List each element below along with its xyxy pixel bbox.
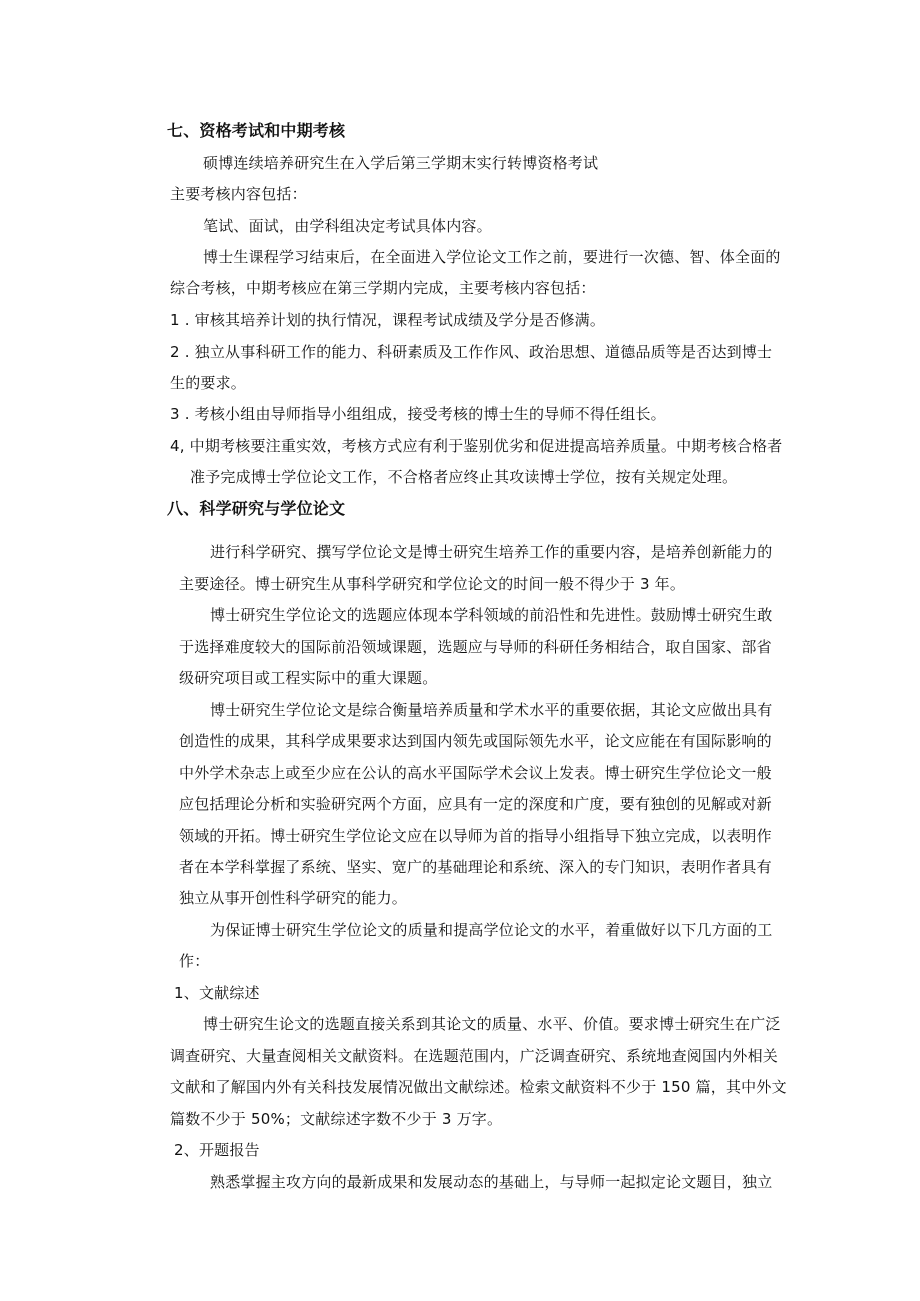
section-7-paragraph: 综合考核，中期考核应在第三学期内完成，主要考核内容包括： — [170, 279, 596, 297]
section-8-paragraph: 作： — [179, 952, 210, 970]
section-8-paragraph: 博士研究生论文的选题直接关系到其论文的质量、水平、价值。要求博士研究生在广泛 — [203, 1015, 781, 1033]
subsection-heading: 1、文献综述 — [174, 984, 260, 1002]
section-7-paragraph: 博士生课程学习结束后，在全面进入学位论文工作之前，要进行一次德、智、体全面的 — [203, 248, 781, 266]
list-item: 生的要求。 — [170, 374, 247, 392]
section-8-paragraph: 独立从事开创性科学研究的能力。 — [179, 889, 408, 907]
section-8-paragraph: 文献和了解国内外有关科技发展情况做出文献综述。检索文献资料不少于 150 篇，其中外文 — [170, 1078, 787, 1096]
section-8-heading: 八、科学研究与学位论文 — [167, 499, 346, 518]
section-8-paragraph: 创造性的成果，其科学成果要求达到国内领先或国际领先水平，论文应能在有国际影响的 — [179, 732, 772, 750]
section-7-heading: 七、资格考试和中期考核 — [167, 121, 346, 140]
list-item: 3 . 考核小组由导师指导小组组成，接受考核的博士生的导师不得任组长。 — [170, 405, 666, 423]
subsection-heading: 2、开题报告 — [174, 1141, 260, 1159]
section-8-paragraph: 级研究项目或工程实际中的重大课题。 — [179, 669, 438, 687]
section-8-paragraph: 主要途径。博士研究生从事科学研究和学位论文的时间一般不得少于 3 年。 — [179, 575, 686, 593]
section-8-paragraph: 应包括理论分析和实验研究两个方面，应具有一定的深度和广度，要有独创的见解或对新 — [179, 795, 772, 813]
section-8-paragraph: 中外学术杂志上或至少应在公认的高水平国际学术会议上发表。博士研究生学位论文一般 — [179, 764, 772, 782]
section-8-paragraph: 者在本学科掌握了系统、坚实、宽广的基础理论和系统、深入的专门知识，表明作者具有 — [179, 858, 772, 876]
section-8-paragraph: 为保证博士研究生学位论文的质量和提高学位论文的水平，着重做好以下几方面的工 — [210, 921, 773, 939]
section-8-paragraph: 博士研究生学位论文的选题应体现本学科领域的前沿性和先进性。鼓励博士研究生敢 — [210, 606, 773, 624]
section-8-paragraph: 调查研究、大量查阅相关文献资料。在选题范围内，广泛调查研究、系统地查阅国内外相关 — [170, 1047, 779, 1065]
section-8-paragraph: 进行科学研究、撰写学位论文是博士研究生培养工作的重要内容，是培养创新能力的 — [210, 543, 773, 561]
section-8-paragraph: 博士研究生学位论文是综合衡量培养质量和学术水平的重要依据，其论文应做出具有 — [210, 701, 773, 719]
section-8-paragraph: 于选择难度较大的国际前沿领域课题，选题应与导师的科研任务相结合，取自国家、部省 — [179, 638, 772, 656]
section-8-paragraph: 熟悉掌握主攻方向的最新成果和发展动态的基础上，与导师一起拟定论文题目，独立 — [210, 1173, 773, 1191]
section-7-paragraph: 笔试、面试，由学科组决定考试具体内容。 — [203, 217, 492, 235]
list-item: 4, 中期考核要注重实效，考核方式应有利于鉴别优劣和促进提高培养质量。中期考核合格者 — [170, 437, 783, 455]
list-item: 准予完成博士学位论文工作，不合格者应终止其攻读博士学位，按有关规定处理。 — [190, 468, 738, 486]
section-8-paragraph: 领域的开拓。博士研究生学位论文应在以导师为首的指导小组指导下独立完成，以表明作 — [179, 827, 772, 845]
section-7-paragraph: 硕博连续培养研究生在入学后第三学期末实行转博资格考试 — [203, 154, 599, 172]
section-7-paragraph: 主要考核内容包括： — [170, 185, 307, 203]
list-item: 1 . 审核其培养计划的执行情况，课程考试成绩及学分是否修满。 — [170, 311, 606, 329]
list-item: 2 . 独立从事科研工作的能力、科研素质及工作作风、政治思想、道德品质等是否达到博士 — [170, 343, 773, 361]
section-8-paragraph: 篇数不少于 50%；文献综述字数不少于 3 万字。 — [170, 1110, 503, 1128]
